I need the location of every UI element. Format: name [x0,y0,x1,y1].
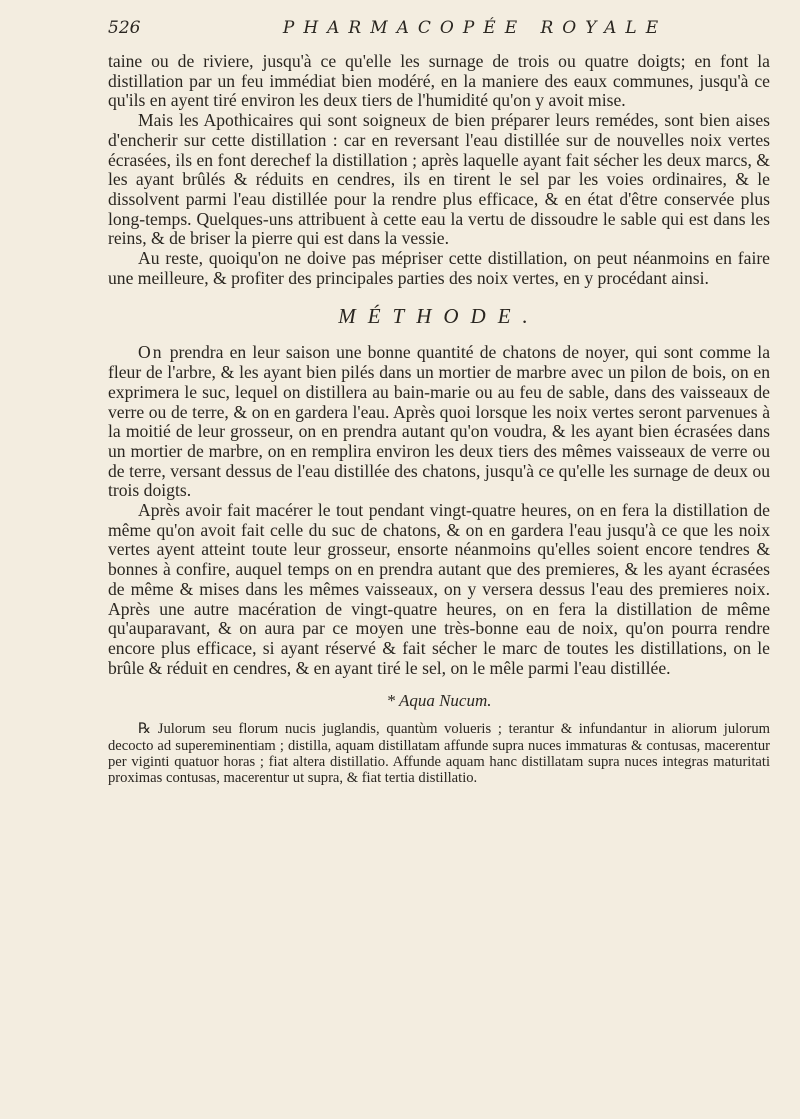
paragraph-apothicaires: Mais les Apothicaires qui sont soigneux de bien préparer leurs remédes, sont bien aises d'encherir sur cette distillation : car en reversant l'eau distillée sur de nouvelles noix vertes écrasées, ils en font derechef la distillation ; après laquelle ayant fait sécher les deux marcs, & les ayant brûlés & réduits en cendres, ils en tirent le sel par les voies ordinaires, & le dissolvent parmi l'eau distillée pour la rendre plus efficace, & en état d'être conservée plus long-temps. Quelques-uns attribuent à cette eau la vertu de dissoudre le sable qui est dans les reins, & de briser la pierre qui est dans la vessie. [108,110,770,249]
recipe-title: * Aqua Nucum. [386,691,492,711]
paragraph-method-2 [108,501,770,678]
paragraph-au-reste: Au reste, quoiqu'on ne doive pas mépriser cette distillation, on peut néanmoins en faire une meilleure, & profiter des principales parties des noix vertes, en y procédant ainsi. [108,248,770,288]
method-text-2: Après avoir fait macérer le tout pendant vingt-quatre heures, on en fera la distillation de même qu'on avoit fait celle du suc de chatons, & on en gardera l'eau jusqu'à ce que les noix vertes ayent atteint toute leur grosseur, ensorte néanmoins qu'elles soient encore tendres & bonnes à confire, auquel temps on en prendra autant que des premieres, & les ayant écrasées de même & mises dans les mêmes vaisseaux, on y versera dessus l'eau des premieres noix. Après une autre macération de vingt-quatre heures, on en fera la distillation de même qu'auparavant, & on aura par ce moyen une très-bonne eau de noix, qu'on pourra rendre encore plus efficace, si ayant réservé & fait sécher le marc de toutes les distillations, on le brûle & réduit en cendres, & en ayant tiré le sel, on le mêle parmi l'eau distillée. [108,500,770,678]
latin-recipe: ℞ Julorum seu florum nucis juglandis, quantùm volueris ; terantur & infundantur in aliorum julorum decocto ad supereminentiam ; distilla, aquam distillatam affunde supra nuces immaturas & contusas, macerentur per viginti quatuor horas ; fiat altera distillatio. Affunde aquam hanc distillatam supra nuces integras maturitati proximas contusas, macerentur ut supra, & fiat tertia distillatio. [108,721,770,786]
page-number: 526 [108,18,141,38]
paragraph-method-1 [108,343,770,501]
section-heading-methode: MÉTHODE. [338,304,540,329]
method-lead-word: On [138,342,164,363]
method-text-1: prendra en leur saison une bonne quantité de chatons de noyer, qui sont comme la fleur de l'arbre, & les ayant bien pilés dans un mortier de marbre avec un pilon de bois, on en exprimera le suc, lequel on distillera au bain-marie ou au feu de sable, dans des vaisseaux de verre ou de terre, & on en gardera l'eau. Après quoi lorsque les noix vertes seront parvenues à la moitié de leur grosseur, on en prendra autant qu'on voudra, & les ayant bien écrasées dans un mortier de marbre, on en remplira environ les deux tiers des mêmes vaisseaux de verre ou de terre, versant dessus de l'eau distillée des chatons, jusqu'à ce qu'elle les surnage de deux ou trois doigts. [108,342,770,501]
running-title: PHARMACOPÉE ROYALE [282,18,668,38]
paragraph-continuation: taine ou de riviere, jusqu'à ce qu'elle les surnage de trois ou quatre doigts; en font la distillation par un feu immédiat bien modéré, en la maniere des eaux communes, jusqu'à ce qu'ils en ayent tiré environ les deux tiers de l'humidité qu'on y avoit mise. [108,51,770,111]
page-header [108,18,770,44]
